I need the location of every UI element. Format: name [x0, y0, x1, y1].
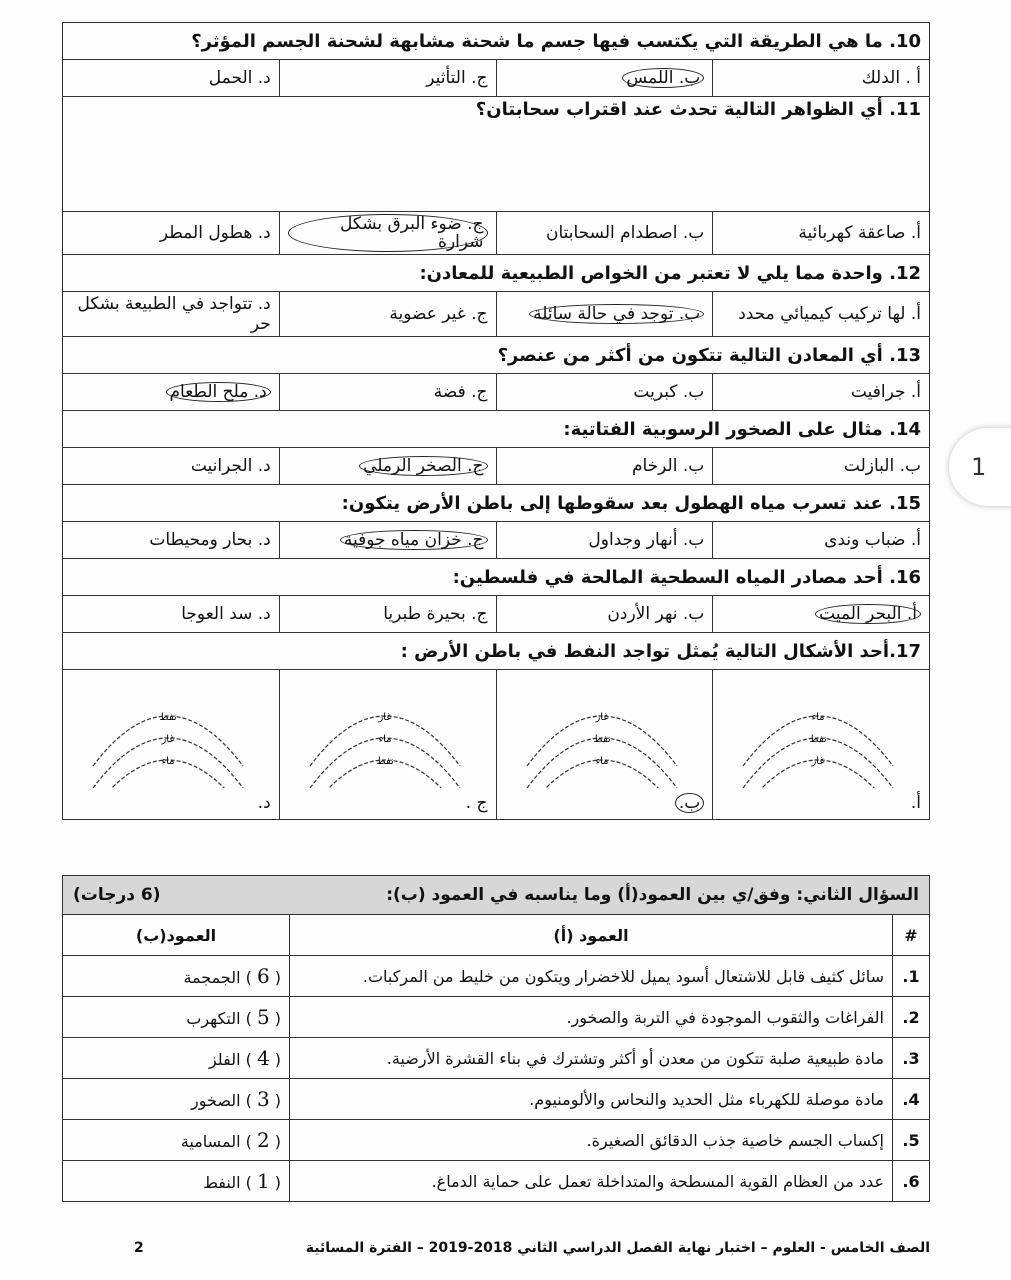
row-number: 5. [893, 1120, 930, 1161]
option-label: د. تتواجد في الطبيعة بشكل حر [77, 294, 271, 334]
figure-cell[interactable] [279, 670, 496, 820]
column-b-cell[interactable]: ( 5 ) التكهرب [63, 997, 290, 1038]
matching-row [63, 997, 930, 1038]
option-label: أ . الدلك [861, 68, 921, 88]
option-cell[interactable] [63, 448, 280, 485]
row-number: 2. [893, 997, 930, 1038]
option-label: أ. جرافيت [850, 382, 921, 402]
question-row [63, 559, 930, 596]
matching-row [63, 1120, 930, 1161]
anticline-diagram [517, 678, 687, 788]
layer-label: نفط [592, 734, 611, 745]
option-cell[interactable] [63, 522, 280, 559]
option-label: ب. الرخام [631, 456, 705, 476]
footer-text: الصف الخامس - العلوم – اختبار نهاية الفصل الدراسي الثاني 2018-2019 – الفترة المسائية [305, 1240, 930, 1256]
figure-cell[interactable] [63, 670, 280, 820]
figure-label: أ. [910, 793, 921, 813]
row-number: 6. [893, 1161, 930, 1202]
layer-label: نفط [376, 756, 394, 767]
column-a-text: مادة طبيعية صلبة تتكون من معدن أو أكثر وتشترك في بناء القشرة الأرضية. [290, 1038, 893, 1079]
question-text: 14. مثال على الصخور الرسوبية الفتاتية: [63, 411, 930, 448]
column-a-text: عدد من العظام القوية المسطحة والمتداخلة تعمل على حماية الدماغ. [290, 1161, 893, 1202]
page-tab-label: 1 [971, 453, 987, 481]
row-number: 4. [893, 1079, 930, 1120]
question-row [63, 23, 930, 60]
col-num-header: # [893, 915, 930, 956]
row-number: 1. [893, 956, 930, 997]
column-b-cell[interactable]: ( 6 ) الجمجمة [63, 956, 290, 997]
question-text: 15. عند تسرب مياه الهطول بعد سقوطها إلى باطن الأرض يتكون: [63, 485, 930, 522]
option-label: أ. ضباب وندى [824, 530, 921, 550]
layer-label: ماء [161, 756, 175, 767]
question-text: 13. أي المعادن التالية تتكون من أكثر من عنصر؟ [63, 337, 930, 374]
question-row [63, 411, 930, 448]
handwritten-answer: 3 [256, 1087, 270, 1111]
circled-option: ج. خزان مياه جوفية [340, 530, 488, 550]
option-cell[interactable] [63, 60, 280, 97]
option-cell[interactable] [713, 448, 930, 485]
matching-table [62, 914, 930, 1202]
option-cell[interactable] [496, 292, 713, 337]
layer-label: ماء [594, 756, 609, 767]
anticline-diagram [83, 678, 253, 788]
anticline-diagram [733, 678, 903, 788]
question-row [63, 255, 930, 292]
option-label: ب. اصطدام السحابتان [546, 223, 705, 243]
layer-label: غاز [378, 712, 392, 723]
option-cell[interactable] [279, 448, 496, 485]
option-label: ج. التأثير [426, 68, 488, 88]
option-label: د. هطول المطر [159, 223, 271, 243]
layer-label: نفط [159, 712, 177, 723]
layer-label: غاز [594, 712, 609, 723]
handwritten-answer: 4 [256, 1046, 270, 1070]
handwritten-answer: 2 [256, 1128, 270, 1152]
column-a-text: إكساب الجسم خاصية جذب الدقائق الصغيرة. [290, 1120, 893, 1161]
circled-option: د. ملح الطعام [166, 382, 271, 402]
layer-label: نفط [809, 734, 827, 745]
column-b-text: المسامية [180, 1132, 241, 1151]
mcq-table [62, 22, 930, 820]
question-row [63, 485, 930, 522]
question-text: 11. أي الظواهر التالية تحدث عند اقتراب سحابتان؟ [63, 97, 930, 212]
circled-option: أ. البحر الميت [815, 604, 921, 624]
question-row [63, 633, 930, 670]
option-label: أ. صاعقة كهربائية [798, 223, 921, 243]
circled-option: ب. اللمس [622, 68, 704, 88]
option-label: د. سد العوجا [181, 604, 271, 624]
circled-option: ج. الصخر الرملي [359, 456, 487, 476]
option-label: ب. كبريت [633, 382, 705, 402]
handwritten-answer: 1 [256, 1169, 270, 1193]
column-b-text: الصخور [191, 1091, 241, 1110]
option-cell[interactable] [713, 60, 930, 97]
option-label: ب. نهر الأردن [607, 604, 705, 624]
options-row [63, 596, 930, 633]
option-label: د. بحار ومحيطات [149, 530, 271, 550]
question-text: 10. ما هي الطريقة التي يكتسب فيها جسم ما شحنة مشابهة لشحنة الجسم المؤثر؟ [63, 23, 930, 60]
circled-option: ب. [675, 793, 704, 813]
option-cell[interactable] [63, 374, 280, 411]
column-b-text: الجمجمة [183, 968, 241, 987]
option-cell[interactable] [713, 292, 930, 337]
option-cell[interactable] [279, 60, 496, 97]
options-row [63, 522, 930, 559]
question2-header [62, 875, 930, 915]
option-cell[interactable] [496, 374, 713, 411]
option-label: ب. أنهار وجداول [588, 530, 705, 550]
option-cell[interactable] [279, 596, 496, 633]
figure-label: د. [257, 793, 271, 813]
options-row [63, 374, 930, 411]
option-cell[interactable] [279, 522, 496, 559]
option-label: ج. غير عضوية [389, 304, 488, 324]
options-row [63, 292, 930, 337]
option-cell[interactable] [279, 292, 496, 337]
anticline-diagram [300, 678, 470, 788]
column-b-text: النفط [203, 1173, 241, 1192]
option-cell[interactable] [496, 522, 713, 559]
column-b-cell[interactable]: ( 1 ) النفط [63, 1161, 290, 1202]
figures-row [63, 670, 930, 820]
options-row [63, 448, 930, 485]
option-cell[interactable] [496, 212, 713, 255]
column-a-text: سائل كثيف قابل للاشتعال أسود يميل للاخضرار ويتكون من خليط من المركبات. [290, 956, 893, 997]
column-b-text: التكهرب [186, 1009, 241, 1028]
option-cell[interactable] [496, 60, 713, 97]
layer-label: ماء [378, 734, 392, 745]
question2-marks: (6 درجات) [73, 885, 161, 905]
matching-row [63, 1161, 930, 1202]
column-a-text: الفراغات والثقوب الموجودة في التربة والصخور. [290, 997, 893, 1038]
footer-page-number: 2 [134, 1240, 144, 1256]
layer-label: غاز [161, 734, 175, 745]
option-cell[interactable] [279, 374, 496, 411]
question-row [63, 337, 930, 374]
column-b-cell[interactable]: ( 3 ) الصخور [63, 1079, 290, 1120]
option-cell[interactable] [713, 374, 930, 411]
option-label: د. الحمل [208, 68, 271, 88]
question-row [63, 97, 930, 212]
option-cell[interactable] [713, 522, 930, 559]
figure-cell[interactable] [713, 670, 930, 820]
question2-title: السؤال الثاني: وفق/ي بين العمود(أ) وما يناسبه في العمود (ب): [386, 885, 919, 905]
option-cell[interactable] [63, 292, 280, 337]
option-cell[interactable] [713, 596, 930, 633]
matching-row [63, 956, 930, 997]
question-text: 16. أحد مصادر المياه السطحية المالحة في فلسطين: [63, 559, 930, 596]
option-label: ب. البازلت [843, 456, 921, 476]
col-a-header: العمود (أ) [290, 915, 893, 956]
matching-row [63, 1038, 930, 1079]
handwritten-answer: 6 [256, 964, 270, 988]
figure-cell[interactable] [496, 670, 713, 820]
column-b-cell[interactable]: ( 4 ) الفلز [63, 1038, 290, 1079]
option-label: أ. لها تركيب كيميائي محدد [738, 304, 921, 324]
option-cell[interactable] [279, 212, 496, 255]
col-b-header: العمود(ب) [63, 915, 290, 956]
page-number-tab[interactable] [949, 428, 1011, 506]
options-row [63, 60, 930, 97]
option-cell[interactable] [63, 212, 280, 255]
column-b-text: الفلز [208, 1050, 241, 1069]
option-label: ج. بحيرة طبريا [383, 604, 488, 624]
option-cell[interactable] [496, 596, 713, 633]
question-text: 17.أحد الأشكال التالية يُمثل تواجد النفط في باطن الأرض : [63, 633, 930, 670]
column-a-text: مادة موصلة للكهرباء مثل الحديد والنحاس والألومنيوم. [290, 1079, 893, 1120]
circled-option: ب. توجد في حالة سائلة [529, 304, 704, 324]
circled-option: ج. ضوء البرق بشكل شرارة [288, 214, 488, 252]
question-text: 12. واحدة مما يلي لا تعتبر من الخواص الطبيعية للمعادن: [63, 255, 930, 292]
row-number: 3. [893, 1038, 930, 1079]
page-footer [62, 1240, 930, 1256]
option-label: د. الجرانيت [190, 456, 271, 476]
layer-label: ماء [811, 712, 825, 723]
layer-label: غاز [811, 756, 825, 767]
handwritten-answer: 5 [256, 1005, 270, 1029]
matching-header-row [63, 915, 930, 956]
column-b-cell[interactable]: ( 2 ) المسامية [63, 1120, 290, 1161]
matching-row [63, 1079, 930, 1120]
figure-label: ج . [465, 793, 488, 813]
option-cell[interactable] [63, 596, 280, 633]
options-row [63, 212, 930, 255]
option-cell[interactable] [496, 448, 713, 485]
option-cell[interactable] [713, 212, 930, 255]
option-label: ج. فضة [433, 382, 488, 402]
